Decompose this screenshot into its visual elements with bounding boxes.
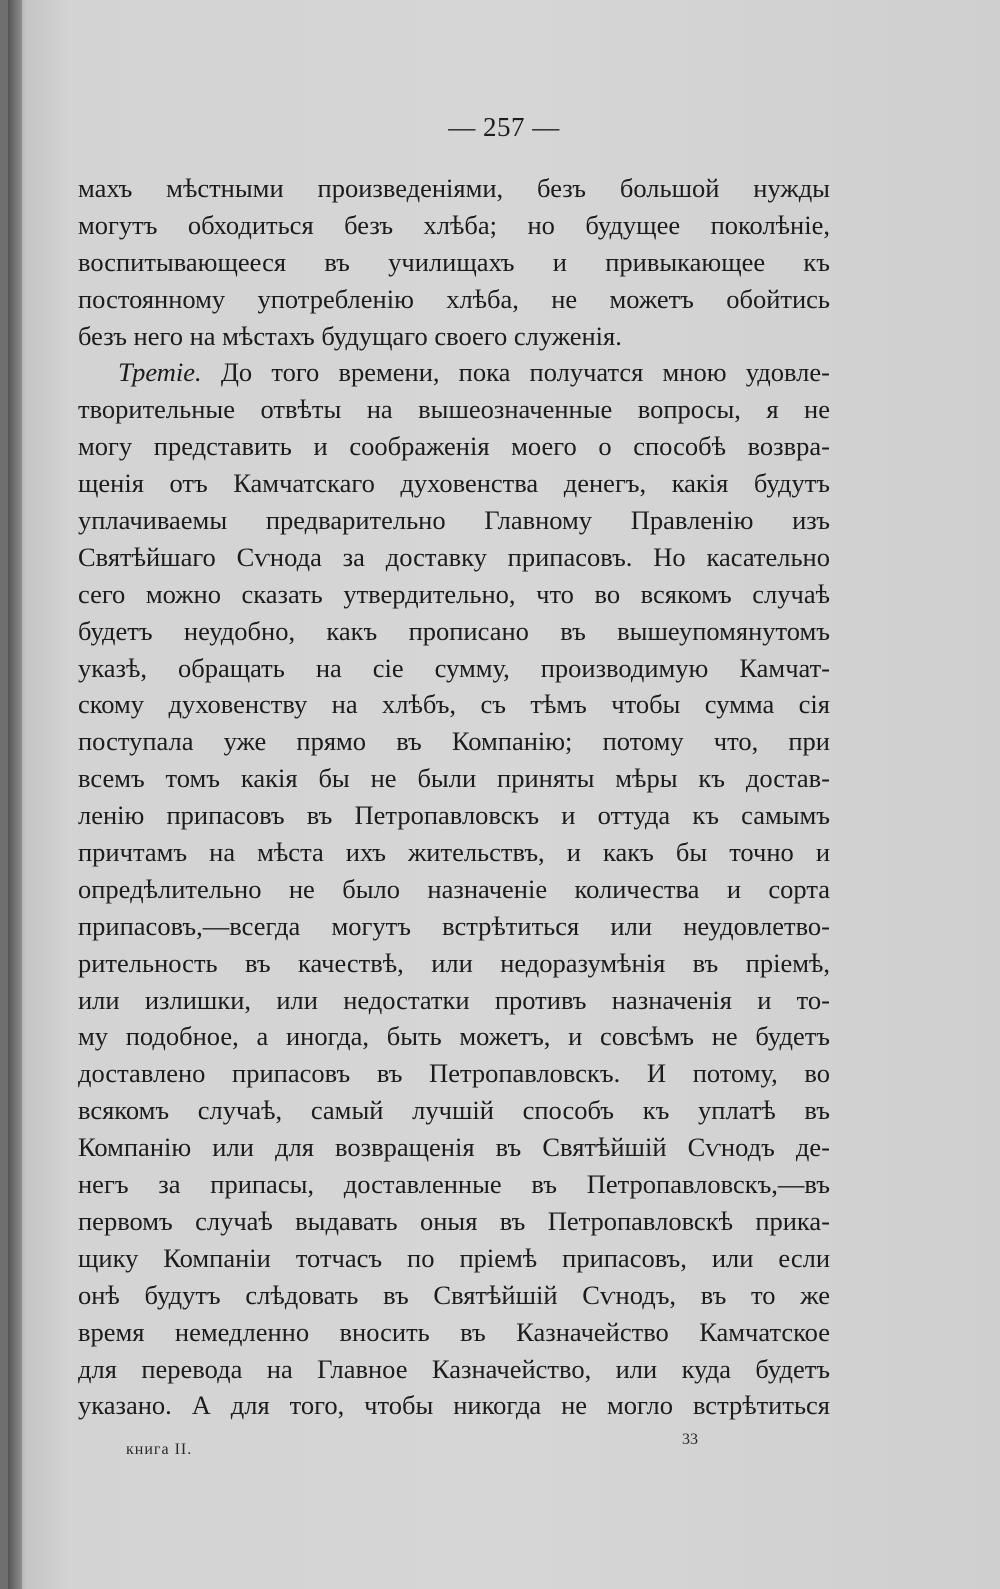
text-line: указѣ, обращать на сіе сумму, производимую Камчат- (78, 652, 830, 683)
text-line: Святѣйшаго Сѵнода за доставку припасовъ. Но касательно (78, 541, 830, 572)
text-line: доставлено припасовъ въ Петропавловскъ. И потому, во (78, 1058, 830, 1089)
text-line: постоянному употребленію хлѣба, не можетъ обойтись (78, 283, 830, 314)
text-line: махъ мѣстными произведеніями, безъ большой нужды (78, 173, 830, 203)
paragraph-start-line (78, 354, 830, 391)
text-line: поступала уже прямо въ Компанію; потому что, при (78, 726, 830, 757)
page-binding-edge (8, 0, 22, 1589)
text-line: всякомъ случаѣ, самый лучшій способъ къ уплатѣ въ (78, 1095, 830, 1126)
text-line: опредѣлительно не было назначеніе количества и сорта (78, 873, 830, 904)
text-line: время немедленно вносить въ Казначейство Камчатское (78, 1316, 830, 1347)
text-line: щику Компаніи тотчасъ по пріемѣ припасовъ, или если (78, 1242, 830, 1273)
text-line: ленію припасовъ въ Петропавловскъ и оттуда къ самымъ (78, 800, 830, 831)
section-lead: Третіе. (118, 357, 202, 388)
text-line: Компанію или для возвращенія въ Святѣйшій Сѵнодъ де- (78, 1132, 830, 1163)
text-line: воспитывающееся въ училищахъ и привыкающее къ (78, 246, 830, 277)
book-page (8, 0, 1000, 1589)
text-line: щенія отъ Камчатскаго духовенства денегъ, какія будутъ (78, 468, 830, 499)
body-text (78, 170, 830, 1424)
text-line: онѣ будутъ слѣдовать въ Святѣйшій Сѵнодъ, въ то же (78, 1279, 830, 1310)
text-line: сего можно сказать утвердительно, что во всякомъ случаѣ (78, 578, 830, 609)
text-line: могутъ обходиться безъ хлѣба; но будущее поколѣніе, (78, 209, 830, 240)
text-line: указано. А для того, чтобы никогда не могло встрѣтиться (78, 1390, 830, 1421)
text-line: или излишки, или недостатки противъ назначенія и то- (78, 984, 830, 1015)
signature-mark-left: книга II. (126, 1441, 193, 1458)
text-line: уплачиваемы предварительно Главному Правленію изъ (78, 505, 830, 536)
page-number: — 257 — (448, 112, 560, 142)
text-line: му подобное, а иногда, быть можетъ, и совсѣмъ не будетъ (78, 1021, 830, 1052)
text-line: рительность въ качествѣ, или недоразумѣнія въ пріемѣ, (78, 947, 830, 978)
text-line: негъ за припасы, доставленные въ Петропавловскъ,—въ (78, 1169, 830, 1200)
signature-mark-right: 33 (682, 1431, 698, 1448)
text-line: всемъ томъ какія бы не были приняты мѣры къ достав- (78, 763, 830, 794)
text-line-rest: До того времени, пока получатся мною удовле- (220, 357, 830, 388)
text-line: для перевода на Главное Казначейство, или куда будетъ (78, 1353, 830, 1384)
text-line: припасовъ,—всегда могутъ встрѣтиться или неудовлетво- (78, 910, 830, 941)
text-line: творительные отвѣты на вышеозначенные вопросы, я не (78, 394, 830, 425)
text-line: скому духовенству на хлѣбъ, съ тѣмъ чтобы сумма сія (78, 689, 830, 720)
text-line: безъ него на мѣстахъ будущаго своего служенія. (78, 320, 622, 351)
text-line: первомъ случаѣ выдавать оныя въ Петропавловскѣ прика- (78, 1205, 830, 1236)
text-line: могу представить и соображенія моего о способѣ возвра- (78, 431, 830, 462)
text-line: причтамъ на мѣста ихъ жительствъ, и какъ бы точно и (78, 837, 830, 868)
text-line: будетъ неудобно, какъ прописано въ вышеупомянутомъ (78, 615, 830, 646)
